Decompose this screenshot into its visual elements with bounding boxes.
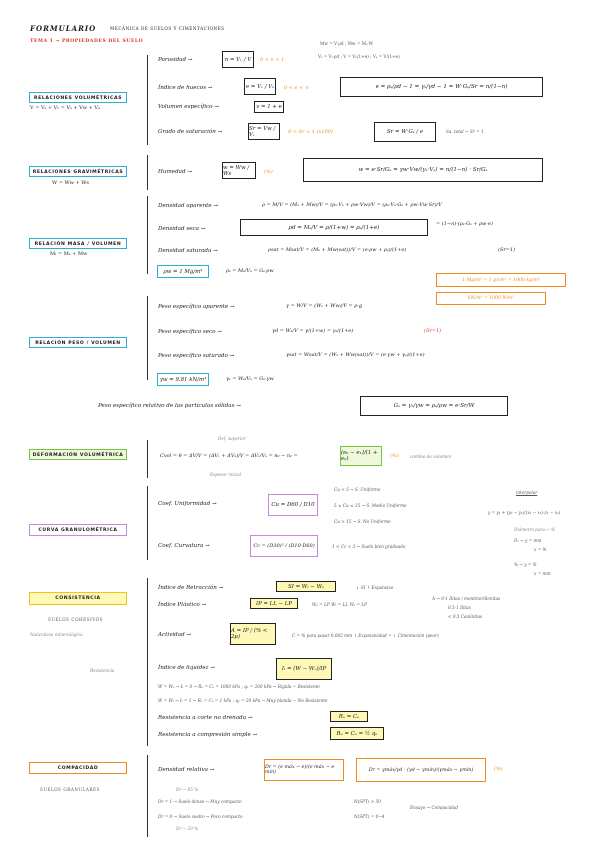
peso-seco-note: (Sr=1) xyxy=(424,328,442,334)
peso-saturado-eq: γsat = Wsat/V = (Wₛ + Ww(sat))/V = (e·γw + γₛ)/(1+e) xyxy=(286,352,425,358)
volumen-esp-formula: v = 1 + e xyxy=(254,101,284,113)
uniformidad-formula: Cu = D60 / D10 xyxy=(268,494,318,516)
porosidad-range: 0 < n < 1 xyxy=(260,57,285,63)
indice-huecos-formula: e = Vᵥ / Vₛ xyxy=(244,78,276,95)
dens-aparente-eq: ρ = M/V = (Mₛ + Mw)/V = (ρₛ·Vₛ + ρw·Vw)/V = (ρₛ·Vₛ·Gₛ + ρw·Vw·Sr)/V xyxy=(262,202,442,208)
peso-saturado-label: Peso específico saturado → xyxy=(158,353,235,359)
liquidez-l1: W = Wₚ → Iₗ = 0 → Rᵤ = Cᵤ = 1000 kPa ; qᵤ = 200 kPa → Rígida − Resistente xyxy=(158,684,320,689)
section-tag-gravimetricas: RELACIONES GRAVIMÉTRICAS xyxy=(29,166,127,177)
indice-huecos-eq: e = ρₛ/ρd − 1 = γₛ/γd − 1 = W·Gₛ/Sr = n/(1−n) xyxy=(340,77,543,97)
dens-relativa-unit: (%) xyxy=(494,766,503,772)
dens-relativa-formula: Dr = (e máx − e)/(e máx − e mín) xyxy=(264,759,344,781)
section-tag-compacidad: COMPACIDAD xyxy=(29,762,127,774)
liquidez-label: Índice de liquidez → xyxy=(158,665,215,671)
curvatura-r1: 1 < Cc < 3 → Suelo bien graduado xyxy=(332,544,406,549)
consistencia-sub: SUELOS COHESIVOS xyxy=(48,617,103,622)
porosidad-formula: n = Vᵥ / V xyxy=(222,51,254,68)
peso-relativo-label: Peso específico relativo de las partículas sólidas → xyxy=(98,403,241,409)
curvatura-formula: Cc = (D30)² / (D10·D60) xyxy=(250,535,318,557)
dens-saturada-eq: ρsat = Msat/V = (Mₛ + Mw(sat))/V = (e·ρw + ρₛ)/(1+e) xyxy=(268,247,407,253)
def-note: cambio de volumen xyxy=(410,454,452,459)
saturacion-range: 0 < Sr < 1 (x100) xyxy=(288,129,333,135)
dens-seca-eq: ρd = Mₛ/V = ρ/(1+w) = ρₛ/(1+e) xyxy=(240,219,428,236)
saturacion-note: Sa. total → Sr = 1 xyxy=(446,129,484,134)
compacidad-r2b: N(SPT) = 0−4 xyxy=(354,814,385,819)
compresion-label: Resistencia a compresión simple → xyxy=(158,732,258,738)
liquidez-formula: Iₗ = (W − Wₚ)/IP xyxy=(276,658,332,680)
dens-relativa-formula2: Dr = γmáx/γd · (γd − γmín)/(γmáx − γmín) xyxy=(356,758,486,782)
rho-w-box: ρw = 1 Mg/m³ xyxy=(157,265,209,278)
note-mw: Mw = V·ρd ; Mw = Mₛ·W xyxy=(320,41,373,46)
note-unidades-2: kN/m³ = 1000 N/m³ xyxy=(436,292,546,305)
volumetricas-formula: V = Vₛ + Vᵥ = Vₛ + Vw + Vₐ xyxy=(30,105,100,111)
plastico-note2: A → 0-1 Ilitas / montmorillonitas xyxy=(432,596,501,601)
humedad-eq: w = e·Sr/Gₛ = γw·Vw/(γₛ·Vₛ) = n/(1−n) · Sr/Gₛ xyxy=(303,158,543,182)
section-tag-masa: RELACIÓN MASA / VOLUMEN xyxy=(29,238,127,249)
section-tag-deformacion: DEFORMACIÓN VOLUMÉTRICA xyxy=(29,449,127,460)
actividad-note: C = % para pasar 0.002 mm ↑ Expansividad = ↓ Cimentación (peor) xyxy=(292,633,439,638)
uniformidad-r1: Cu < 5 → S. Uniforme xyxy=(334,487,381,492)
compacidad-r1b: N(SPT) > 50 xyxy=(354,799,381,804)
interp-d1: Diámetro para → % xyxy=(514,527,556,532)
corte-formula: Rᵤ = Cᵤ xyxy=(330,711,368,722)
dens-relativa-label: Densidad relativa → xyxy=(158,767,215,773)
note-unidades-1: 1 Mg/m³ = 1 g/cm³ = 1000 kg/m³ xyxy=(436,273,566,287)
page-title: FORMULARIO xyxy=(30,24,97,33)
interpolar-eq: y = y₁ + (y₂ − y₁)/(x₂ − x₁)·(x − x₁) xyxy=(488,510,561,515)
brace-masa xyxy=(147,196,148,274)
interp-d5: x = mm xyxy=(534,571,551,576)
uniformidad-r3: Cu > 15 → S. No Uniforme xyxy=(334,519,391,524)
brace-curva xyxy=(147,486,148,560)
section-tag-volumetricas: RELACIONES VOLUMÉTRICAS xyxy=(29,92,127,103)
def-unit: (%) xyxy=(390,453,399,459)
dens-seca-label: Densidad seca → xyxy=(158,226,206,232)
volumen-esp-label: Volumen específico → xyxy=(158,104,219,110)
indice-huecos-label: Índice de huecos → xyxy=(158,85,213,91)
masa-formula: Mₜ = Mₛ + Mw xyxy=(50,251,88,257)
brace-consistencia xyxy=(147,578,148,746)
naturaleza-label: Naturaleza mineralógica xyxy=(30,632,83,637)
brace-compacidad xyxy=(147,755,148,837)
dens-aparente-label: Densidad aparente → xyxy=(158,203,219,209)
interp-d2: Dₓ → y = mm xyxy=(514,538,542,543)
interp-d3: x = % xyxy=(534,547,547,552)
peso-relativo-eq: Gₛ = γₛ/γw = ρₛ/ρw = e·Sr/W xyxy=(360,396,508,416)
brace-peso xyxy=(147,296,148,380)
dens-aparente-eq2: = (1−n)·(ρₛ·Gₛ + ρw·e) xyxy=(436,221,493,227)
def-box: (e₀ − e₁)/(1 + e₀) xyxy=(340,446,382,466)
brace-deformacion xyxy=(147,440,148,478)
section-tag-curva: CURVA GRANULOMÉTRICA xyxy=(29,524,127,536)
dens-saturada-label: Densidad saturada → xyxy=(158,248,218,254)
peso-seco-label: Peso específico seco → xyxy=(158,329,222,335)
brace-volumetricas xyxy=(147,55,148,145)
uniformidad-r2: 5 ≤ Cu ≤ 15 → S. Medio Uniforme xyxy=(334,503,407,508)
compacidad-note: Ensayo → Compacidad xyxy=(410,805,458,810)
retraccion-note: ↓ SI ↑ Expansivo xyxy=(356,585,394,590)
compacidad-r1: Dr = 1 → Suelo denso → Muy compacto xyxy=(158,799,242,804)
tema-heading: TEMA 1 → PROPIEDADES DEL SUELO xyxy=(30,39,144,44)
plastico-note4: < 0.5 Caolinitas xyxy=(448,614,483,619)
retraccion-formula: SI = Wₗ − Wₛ xyxy=(276,581,336,592)
compacidad-sub: SUELOS GRANULARES xyxy=(40,787,100,792)
curvatura-label: Coef. Curvatura → xyxy=(158,543,210,549)
uniformidad-label: Coef. Uniformidad → xyxy=(158,501,217,507)
gamma-s-eq: γₛ = Wₛ/Vₛ = Gₛ·γw xyxy=(226,376,274,382)
peso-aparente-eq: γ = W/V = (Wₛ + Ww)/V = ρ·g xyxy=(286,303,363,309)
humedad-label: Humedad → xyxy=(158,169,193,175)
plastico-label: Índice Plástico → xyxy=(158,602,207,608)
page-subtitle: MECÁNICA DE SUELOS Y CIMENTACIONES xyxy=(110,26,225,31)
actividad-formula: A = IP / (% < 2μ) xyxy=(230,623,276,645)
plastico-note3: 0.5-1 Ilitas xyxy=(448,605,471,610)
interpolar-label: interpolar xyxy=(516,490,538,495)
peso-aparente-label: Peso específico aparente → xyxy=(158,304,235,310)
def-superior-note: Def. superior xyxy=(218,436,246,441)
humedad-unit: (%) xyxy=(264,169,273,175)
note-vs: Vₛ = Vₜ·ρd ; V = Vₛ(1+e) ; Vₛ = V/(1+e) xyxy=(318,54,400,59)
humedad-formula: w = Ww / Ws xyxy=(222,162,256,179)
indice-huecos-range: 0 < e < ∞ xyxy=(284,85,310,91)
liquidez-l2: W = Wₗ → Iₗ = 1 → Rᵤ = Cᵤ = 1 kPa ; qᵤ = 20 kPa → Muy blanda − No Resistente xyxy=(158,698,328,703)
dens-saturada-note: (Sr=1) xyxy=(498,247,516,253)
saturacion-label: Grado de saturación → xyxy=(158,129,223,135)
resistencia-label: Resistencia xyxy=(90,668,115,673)
compacidad-r2: Dr = 0 → Suelo suelto → Poco compacto xyxy=(158,814,243,819)
actividad-label: Actividad → xyxy=(158,632,192,638)
saturacion-formula: Sr = Vw / Vᵥ xyxy=(248,123,280,140)
corte-label: Resistencia a corte no drenada → xyxy=(158,715,253,721)
saturacion-eq: Sr = W·Gₛ / e xyxy=(374,122,436,142)
retraccion-label: Índice de Retracción → xyxy=(158,585,224,591)
gamma-w-box: γw = 9.81 kN/m³ xyxy=(157,373,209,386)
interp-d4: % → y = % xyxy=(514,562,537,567)
section-tag-peso: RELACIÓN PESO / VOLUMEN xyxy=(29,337,127,348)
peso-seco-eq: γd = Wₛ/V = γ/(1+w) = γₛ/(1+e) xyxy=(272,328,354,334)
compacidad-r0: Dr − 85 % xyxy=(176,787,199,792)
def-eq: Cvol = θ = ΔV/V = (ΔVᵥ + ΔVₛ)/V = ΔVᵥ/Vₛ = n₀ − n₁ = xyxy=(160,453,298,459)
brace-gravimetricas xyxy=(147,155,148,190)
gravimetricas-formula: W = Ww + Ws xyxy=(52,180,89,186)
plastico-note: Wₚ = LP Wₗ = LL Wₛ = LP xyxy=(312,602,367,607)
rho-s-eq: ρₛ = Mₛ/Vₛ = Gₛ·ρw xyxy=(226,268,274,274)
compacidad-r3: Dr − 20 % xyxy=(176,826,199,831)
def-espesor-note: Espesor inicial xyxy=(210,472,242,477)
compresion-formula: Rᵤ = Cᵤ = ½ qᵤ xyxy=(330,727,384,740)
plastico-formula: IP = LL − LP xyxy=(250,598,298,609)
porosidad-label: Porosidad → xyxy=(158,57,193,63)
section-tag-consistencia: CONSISTENCIA xyxy=(29,592,127,605)
